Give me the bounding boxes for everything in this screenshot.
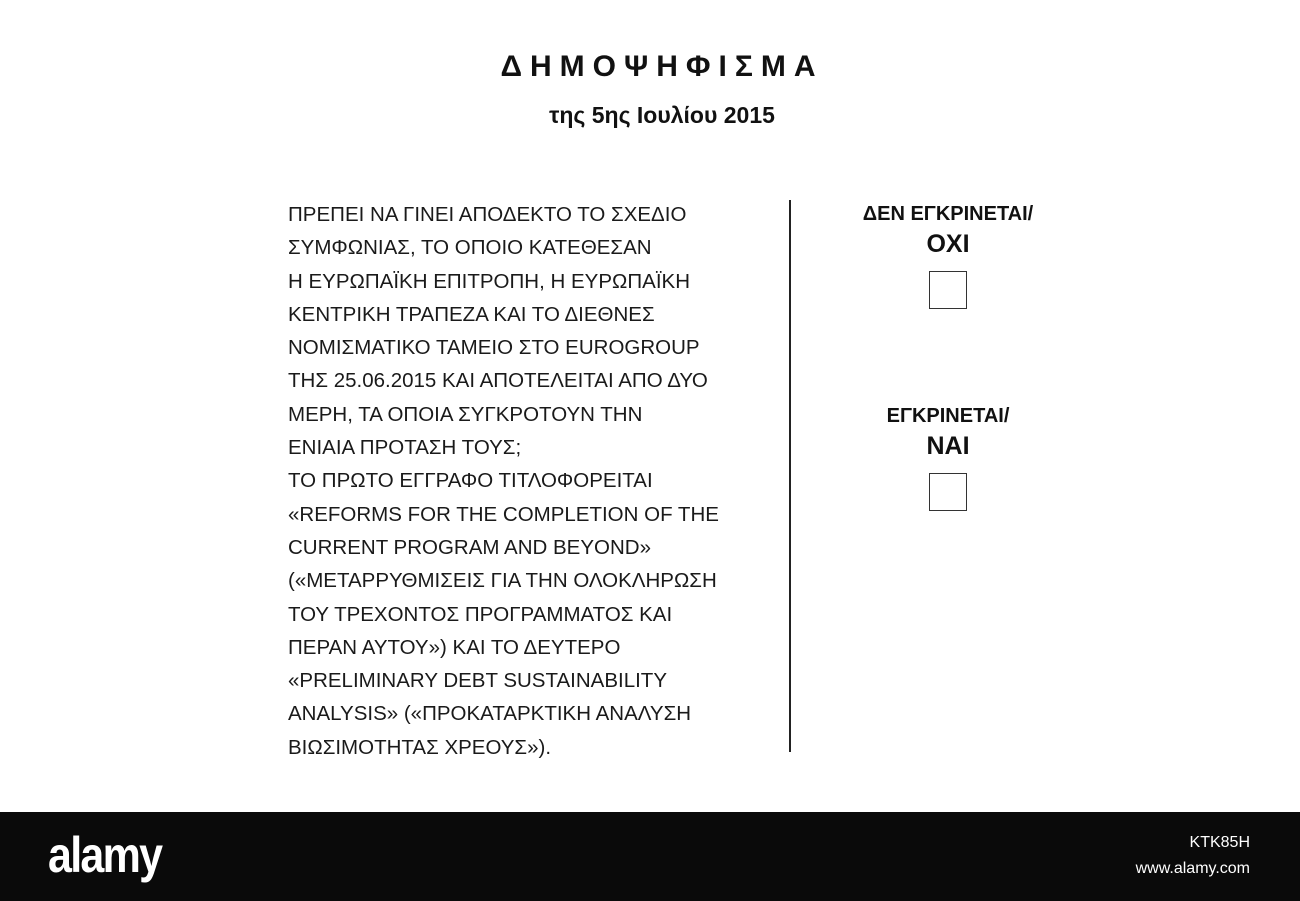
question-line: ΤΟΥ ΤΡΕΧΟΝΤΟΣ ΠΡΟΓΡΑΜΜΑΤΟΣ ΚΑΙ [288,602,673,626]
watermark-bar [0,812,1300,901]
option-no [828,203,1068,309]
option-yes-checkbox[interactable] [929,473,967,511]
question-line: ΕΝΙΑΙΑ ΠΡΟΤΑΣΗ ΤΟΥΣ; [288,436,522,460]
ballot-date: της 5ης Ιουλίου 2015 [549,102,775,128]
question-line: ΤΗΣ 25.06.2015 ΚΑΙ ΑΠΟΤΕΛΕΙΤΑΙ ΑΠΟ ΔΥΟ [288,369,708,393]
option-yes [828,405,1068,511]
question-line: ΒΙΩΣΙΜΟΤΗΤΑΣ ΧΡΕΟΥΣ»). [288,735,552,759]
question-line: ΚΕΝΤΡΙΚΗ ΤΡΑΠΕΖΑ ΚΑΙ ΤΟ ΔΙΕΘΝΕΣ [288,302,655,326]
ballot-title: ΔΗΜΟΨΗΦΙΣΜΑ [500,50,824,83]
question-line: CURRENT PROGRAM AND BEYOND» [288,535,651,559]
option-yes-answer: ΝΑΙ [926,432,970,460]
option-no-checkbox[interactable] [929,271,967,309]
watermark-logo: alamy [48,827,162,883]
question-line: ΤΟ ΠΡΩΤΟ ΕΓΓΡΑΦΟ ΤΙΤΛΟΦΟΡΕΙΤΑΙ [288,469,653,493]
question-line: «PRELIMINARY DEBT SUSTAINABILITY [288,669,667,693]
question-line: «REFORMS FOR THE COMPLETION OF THE [288,502,719,526]
question-line: ΠΕΡΑΝ ΑΥΤΟΥ») ΚΑΙ ΤΟ ΔΕΥΤΕΡΟ [288,635,621,659]
question-line: («ΜΕΤΑΡΡΥΘΜΙΣΕΙΣ ΓΙΑ ΤΗΝ ΟΛΟΚΛΗΡΩΣΗ [288,569,717,593]
option-yes-label: ΕΓΚΡΙΝΕΤΑΙ/ [886,405,1010,427]
column-divider [789,200,791,752]
watermark-image-id: KTK85H [1189,834,1250,851]
question-line: ANALYSIS» («ΠΡΟΚΑΤΑΡΚΤΙΚΗ ΑΝΑΛΥΣΗ [288,702,692,726]
option-no-answer: ΟΧΙ [926,230,970,258]
question-line: ΠΡΕΠΕΙ ΝΑ ΓΙΝΕΙ ΑΠΟΔΕΚΤΟ ΤΟ ΣΧΕΔΙΟ [288,203,687,226]
question-line: Η ΕΥΡΩΠΑΪΚΗ ΕΠΙΤΡΟΠΗ, Η ΕΥΡΩΠΑΪΚΗ [288,269,691,293]
referendum-question [288,198,778,764]
watermark-url: www.alamy.com [1135,860,1250,877]
option-no-label: ΔΕΝ ΕΓΚΡΙΝΕΤΑΙ/ [862,203,1034,225]
question-line: ΝΟΜΙΣΜΑΤΙΚΟ ΤΑΜΕΙΟ ΣΤΟ EUROGROUP [288,336,700,360]
question-line: ΣΥΜΦΩΝΙΑΣ, ΤΟ ΟΠΟΙΟ ΚΑΤΕΘΕΣΑΝ [288,236,652,260]
question-line: ΜΕΡΗ, ΤΑ ΟΠΟΙΑ ΣΥΓΚΡΟΤΟΥΝ ΤΗΝ [288,402,643,426]
